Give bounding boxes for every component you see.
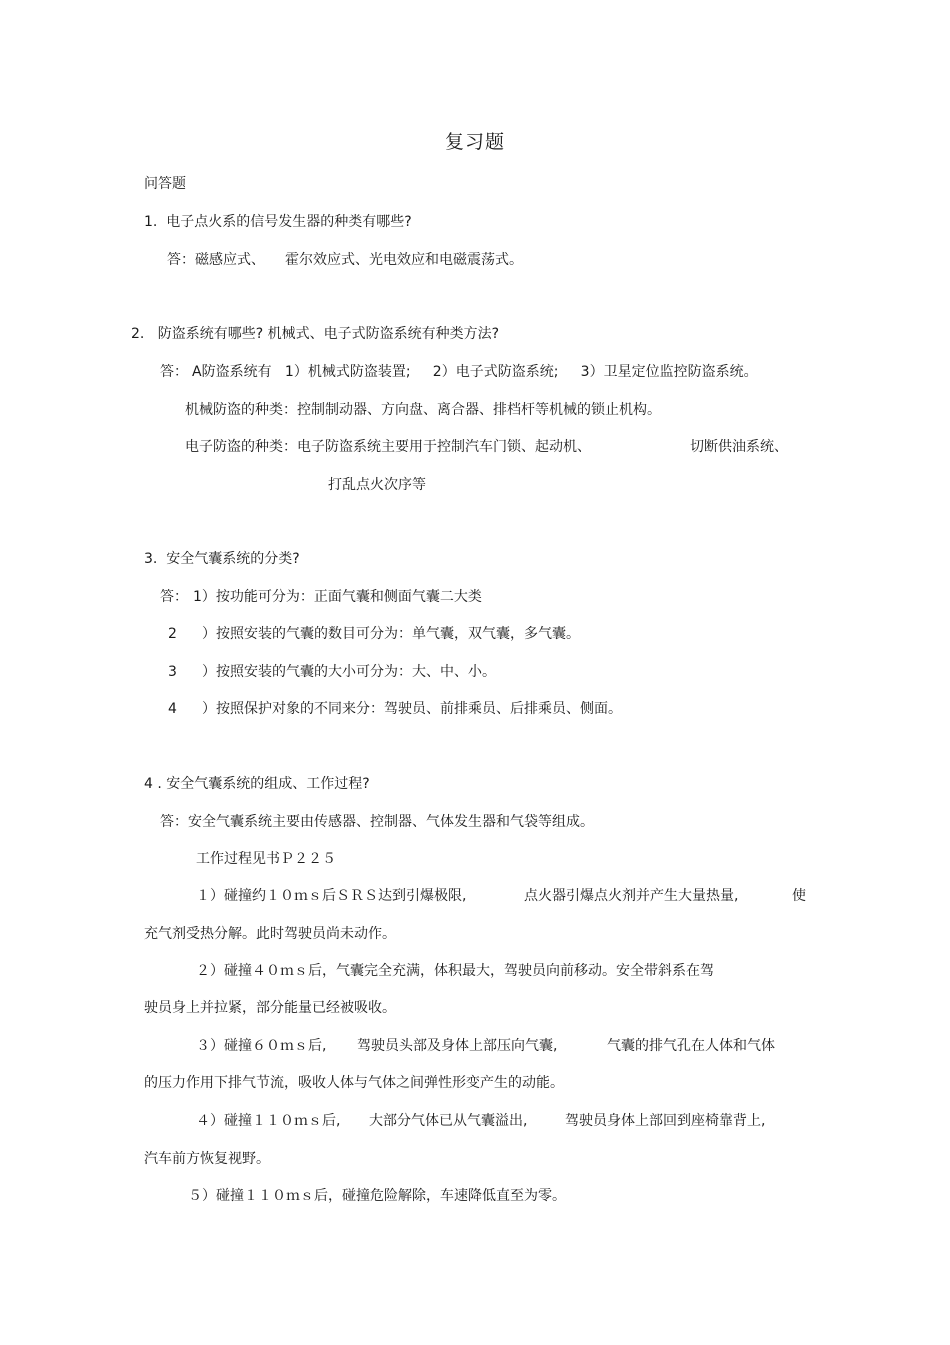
step-4-continued: 汽车前方恢复视野。 (144, 1151, 270, 1167)
question-4: 4 . 安全气囊系统的组成、工作过程? (144, 776, 370, 792)
answer-3-item-4: ）按照保护对象的不同来分：驾驶员、前排乘员、后排乘员、侧面。 (202, 701, 622, 717)
step-4-part-a: ４）碰撞１１０ｍｓ后, (196, 1113, 341, 1129)
electronic-antitheft-types-c: 打乱点火次序等 (328, 477, 426, 493)
step-2-part-a: ２）碰撞４０ｍｓ后，气囊完全充满，体积最大，驾驶员向前移动。安全带斜系在驾 (196, 963, 714, 979)
answer-1-part-b: 霍尔效应式、光电效应和电磁震荡式。 (285, 252, 523, 268)
answer-3-item-1: 1）按功能可分为：正面气囊和侧面气囊二大类 (193, 589, 482, 605)
answer-3-item-3: ）按照安装的气囊的大小可分为：大、中、小。 (202, 664, 496, 680)
question-1: 1. 电子点火系的信号发生器的种类有哪些? (144, 214, 412, 230)
answer-3-item-4-number: 4 (168, 701, 177, 717)
work-process-reference: 工作过程见书Ｐ２２５ (196, 851, 336, 867)
step-3-part-b: 驾驶员头部及身体上部压向气囊, (357, 1038, 558, 1054)
answer-3-item-2: ）按照安装的气囊的数目可分为：单气囊，双气囊，多气囊。 (202, 626, 580, 642)
step-3-continued: 的压力作用下排气节流，吸收人体与气体之间弹性形变产生的动能。 (144, 1075, 564, 1091)
question-3: 3. 安全气囊系统的分类? (144, 551, 300, 567)
step-3-part-a: ３）碰撞６０ｍｓ后, (196, 1038, 327, 1054)
answer-1-part-a: 答：磁感应式、 (167, 252, 265, 268)
answer-3-item-2-number: 2 (168, 626, 177, 642)
answer-2-text: A防盗系统有 1）机械式防盗装置; 2）电子式防盗系统; 3）卫星定位监控防盗系统。 (192, 364, 758, 380)
answer-3-item-3-number: 3 (168, 664, 177, 680)
step-1-continued: 充气剂受热分解。此时驾驶员尚未动作。 (144, 926, 396, 942)
step-5: ５）碰撞１１０ｍｓ后，碰撞危险解除，车速降低直至为零。 (188, 1188, 566, 1204)
step-4-part-b: 大部分气体已从气囊溢出, (369, 1113, 528, 1129)
answer-4: 答：安全气囊系统主要由传感器、控制器、气体发生器和气袋等组成。 (160, 814, 594, 830)
step-3-part-c: 气囊的排气孔在人体和气体 (607, 1038, 775, 1054)
page-title: 复习题 (444, 131, 505, 153)
step-1-part-b: 点火器引爆点火剂并产生大量热量, (524, 888, 739, 904)
question-2: 2. 防盗系统有哪些? 机械式、电子式防盗系统有种类方法? (131, 326, 500, 342)
step-1-part-c: 使 (792, 888, 806, 904)
electronic-antitheft-types-a: 电子防盗的种类：电子防盗系统主要用于控制汽车门锁、起动机、 (185, 439, 591, 455)
answer-2-prefix: 答： (160, 364, 188, 380)
mechanical-antitheft-types: 机械防盗的种类：控制制动器、方向盘、离合器、排档杆等机械的锁止机构。 (185, 402, 661, 418)
step-2-continued: 驶员身上并拉紧，部分能量已经被吸收。 (144, 1000, 396, 1016)
step-1-part-a: １）碰撞约１０ｍｓ后ＳＲＳ达到引爆极限, (196, 888, 467, 904)
section-heading: 问答题 (144, 176, 186, 192)
step-4-part-c: 驾驶员身体上部回到座椅靠背上, (565, 1113, 766, 1129)
electronic-antitheft-types-b: 切断供油系统、 (690, 439, 788, 455)
answer-3-prefix: 答： (160, 589, 188, 605)
